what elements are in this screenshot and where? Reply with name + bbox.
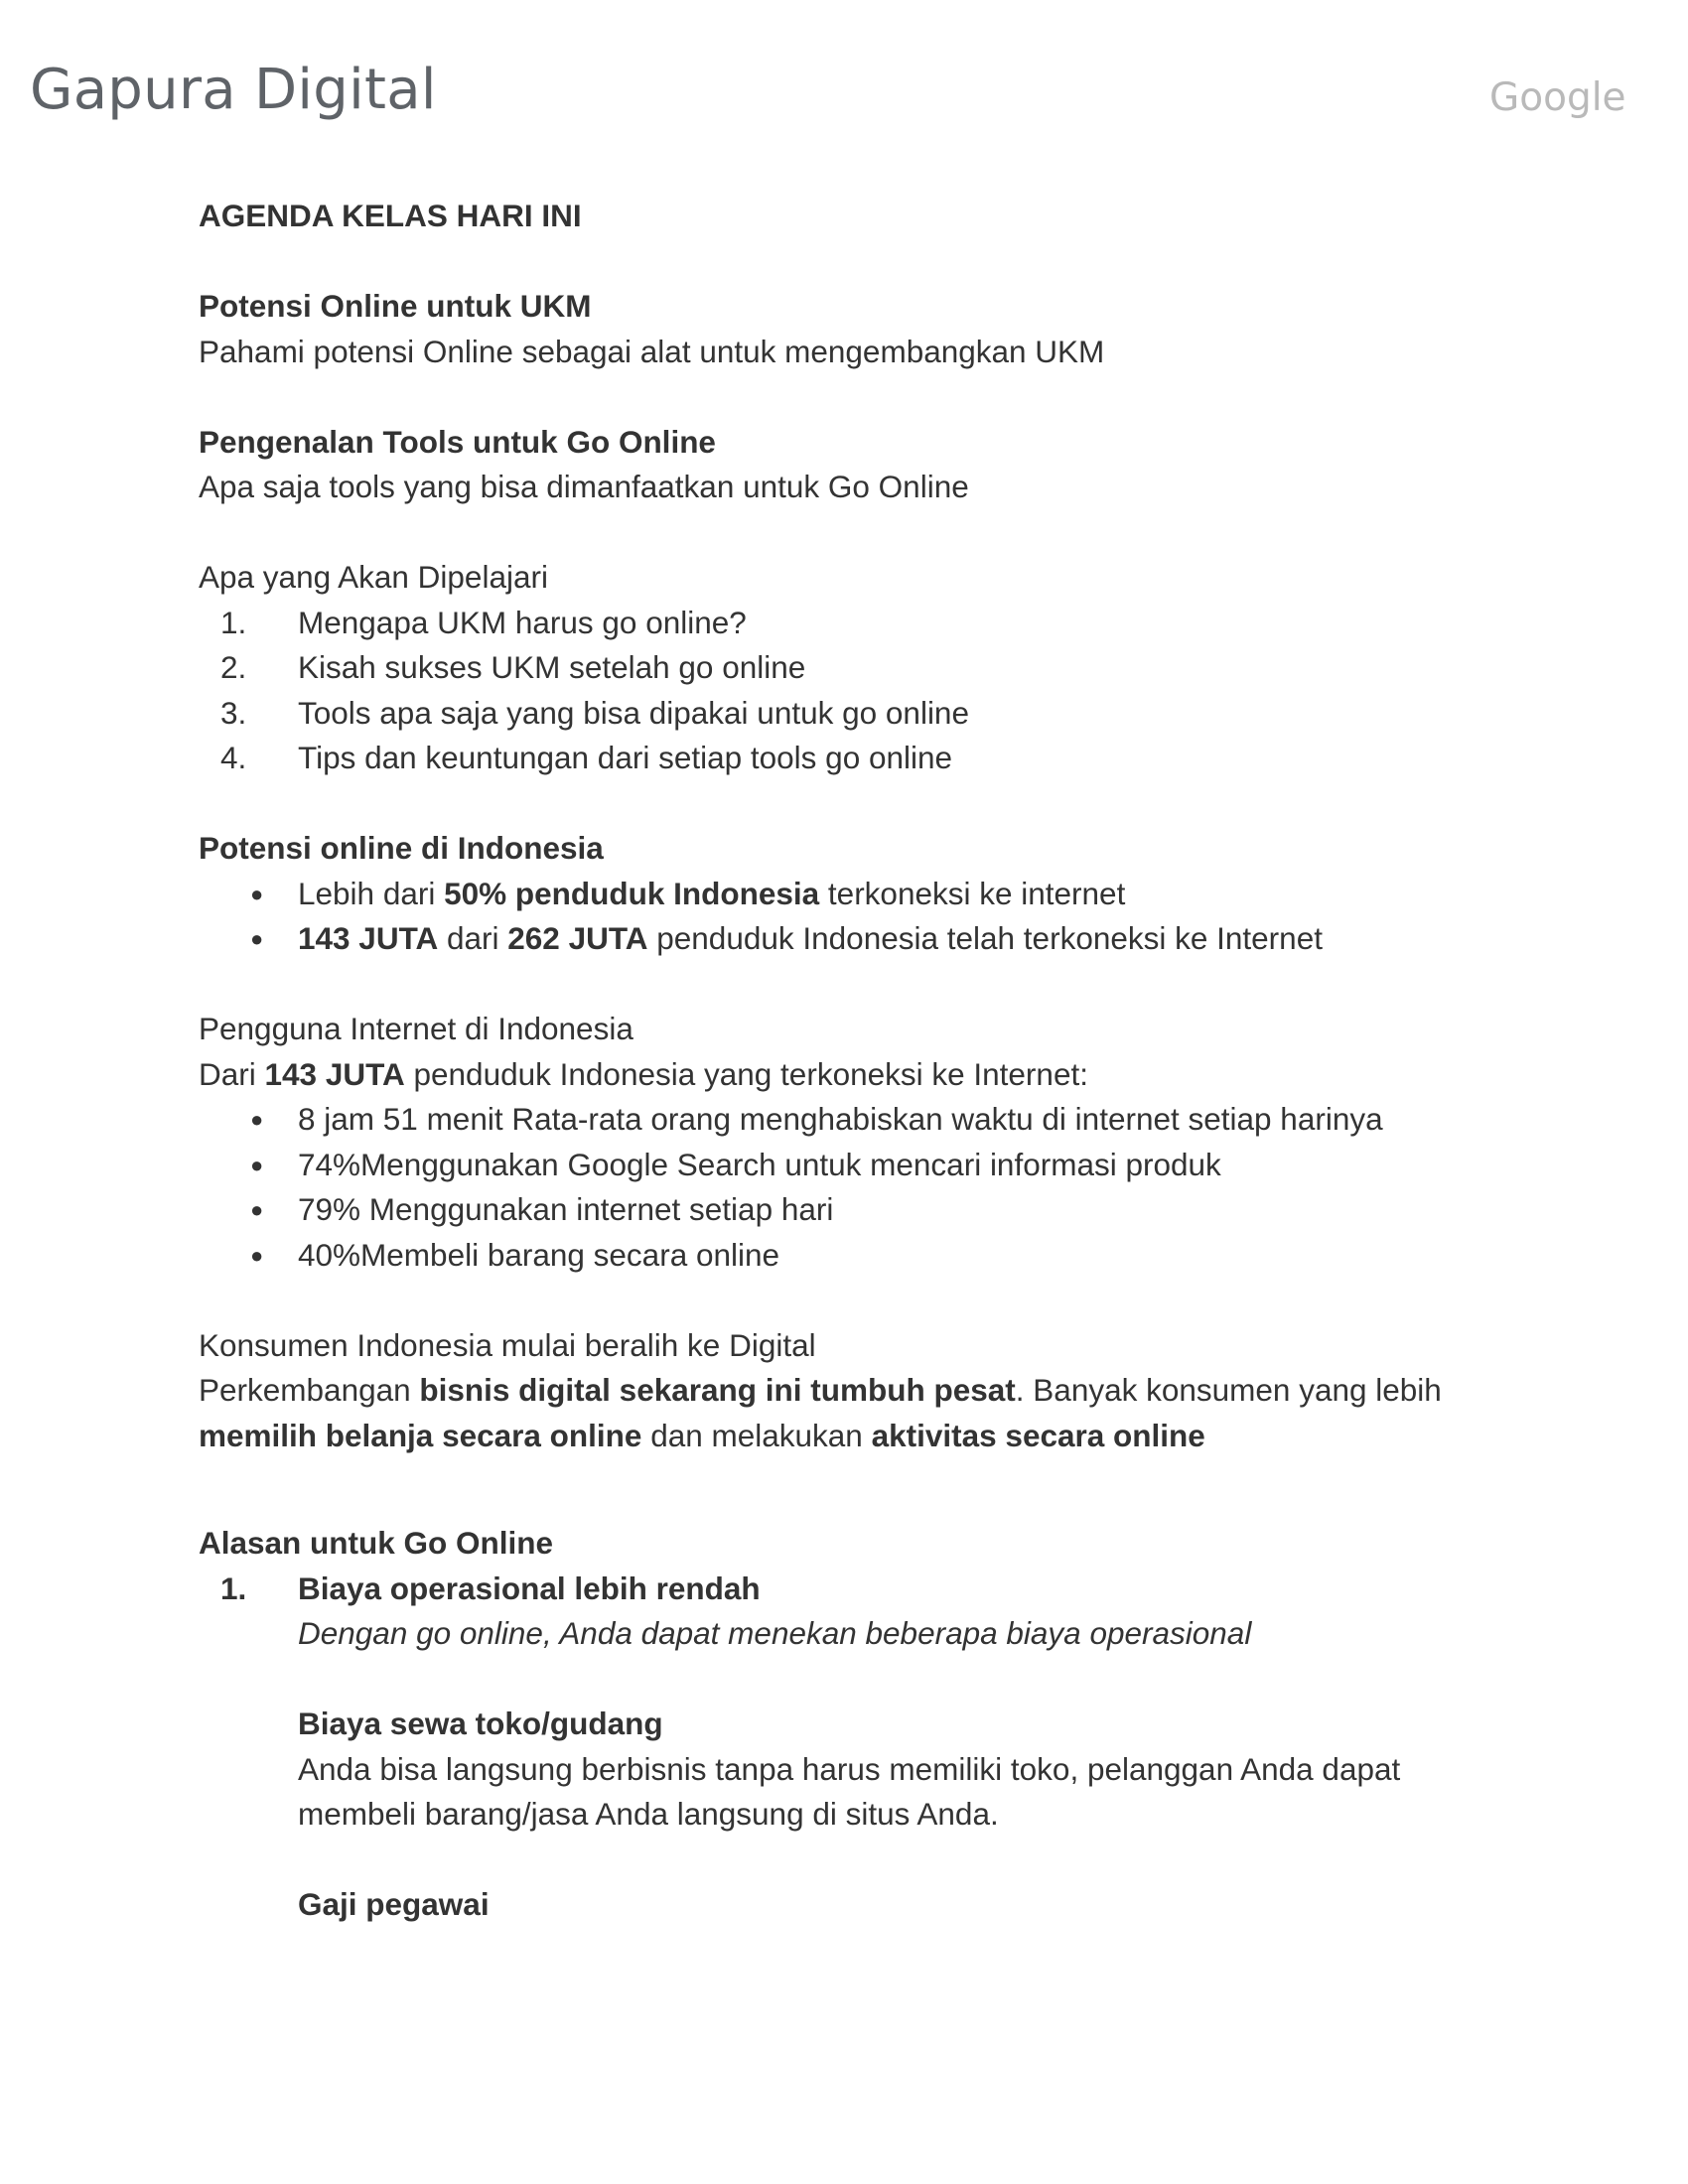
subsection-gaji (199, 1882, 1489, 1928)
konsumen-paragraph: Perkembangan bisnis digital sekarang ini tumbuh pesat. Banyak konsumen yang lebih memilih belanja secara online dan melakukan aktivitas secara online (199, 1372, 1442, 1453)
list-item (199, 1143, 1489, 1188)
potensi-list (199, 872, 1489, 962)
list-number: 2. (220, 649, 247, 685)
list-item-text: 74%Menggunakan Google Search untuk mencari informasi produk (298, 1146, 1221, 1182)
alasan-list (199, 1567, 1489, 1657)
section-heading-alasan: Alasan untuk Go Online (199, 1525, 554, 1561)
alasan-item-desc: Dengan go online, Anda dapat menekan beberapa biaya operasional (298, 1615, 1252, 1651)
list-item (199, 645, 1489, 691)
list-number: 1. (220, 604, 247, 640)
section-heading-tools: Pengenalan Tools untuk Go Online (199, 423, 716, 460)
list-number: 3. (220, 694, 247, 731)
learn-list (199, 601, 1489, 781)
emphasis: bisnis digital sekarang ini tumbuh pesat (419, 1372, 1016, 1408)
subsection-title: Gaji pegawai (298, 1886, 490, 1922)
list-item: ● 143 JUTA dari 262 JUTA penduduk Indonesia telah terkoneksi ke Internet (199, 916, 1489, 962)
list-item-text: Mengapa UKM harus go online? (298, 604, 747, 640)
list-item (199, 1097, 1489, 1143)
bullet-icon: ● (250, 881, 264, 906)
emphasis: 143 JUTA (264, 1055, 405, 1092)
list-item (199, 601, 1489, 646)
bullet-icon: ● (250, 1152, 264, 1177)
list-item-text: Tools apa saja yang bisa dipakai untuk go online (298, 694, 969, 731)
subsection-sewa (199, 1702, 1489, 1838)
bullet-icon: ● (250, 1242, 264, 1268)
document-body (199, 194, 1489, 1928)
section-heading-learn: Apa yang Akan Dipelajari (199, 559, 548, 595)
bullet-icon: ● (250, 1107, 264, 1132)
alasan-item-title: Biaya operasional lebih rendah (298, 1570, 761, 1606)
emphasis: aktivitas secara online (871, 1417, 1205, 1453)
emphasis: 262 JUTA (507, 920, 648, 956)
brand-title: Gapura Digital (30, 58, 437, 122)
subsection-text-line: membeli barang/jasa Anda langsung di situs Anda. (298, 1796, 999, 1832)
list-item-text: Tips dan keuntungan dari setiap tools go online (298, 740, 953, 775)
subsection-title: Biaya sewa toko/gudang (298, 1706, 663, 1741)
section-heading-pengguna: Pengguna Internet di Indonesia (199, 1011, 633, 1046)
section-heading-potensi-ukm: Potensi Online untuk UKM (199, 288, 592, 324)
pengguna-intro: Dari 143 JUTA penduduk Indonesia yang terkoneksi ke Internet: (199, 1055, 1088, 1092)
list-item-text: 79% Menggunakan internet setiap hari (298, 1191, 834, 1227)
bullet-icon: ● (250, 926, 264, 951)
list-number: 4. (220, 740, 247, 775)
list-item-text: 8 jam 51 menit Rata-rata orang menghabiskan waktu di internet setiap harinya (298, 1101, 1383, 1137)
google-logo: Google (1489, 75, 1626, 120)
list-item: ● Lebih dari 50% penduduk Indonesia terkoneksi ke internet (199, 872, 1489, 917)
pengguna-list (199, 1097, 1489, 1278)
section-heading-potensi-indonesia: Potensi online di Indonesia (199, 830, 604, 866)
emphasis: memilih belanja secara online (199, 1417, 642, 1453)
list-item (199, 691, 1489, 737)
section-text-tools: Apa saja tools yang bisa dimanfaatkan untuk Go Online (199, 469, 969, 504)
section-text-potensi-ukm: Pahami potensi Online sebagai alat untuk mengembangkan UKM (199, 333, 1105, 369)
emphasis: 50% penduduk Indonesia (444, 875, 820, 911)
agenda-title: AGENDA KELAS HARI INI (199, 198, 582, 233)
list-item (199, 736, 1489, 781)
list-item (199, 1187, 1489, 1233)
section-heading-konsumen: Konsumen Indonesia mulai beralih ke Digital (199, 1326, 816, 1363)
subsection-text-line: Anda bisa langsung berbisnis tanpa harus memiliki toko, pelanggan Anda dapat (298, 1750, 1401, 1787)
list-item (199, 1567, 1489, 1657)
bullet-icon: ● (250, 1197, 264, 1222)
emphasis: 143 JUTA (298, 920, 439, 956)
list-item-text: Kisah sukses UKM setelah go online (298, 649, 806, 685)
list-item (199, 1233, 1489, 1279)
list-item-text: 40%Membeli barang secara online (298, 1236, 780, 1273)
list-number: 1. (220, 1570, 247, 1606)
